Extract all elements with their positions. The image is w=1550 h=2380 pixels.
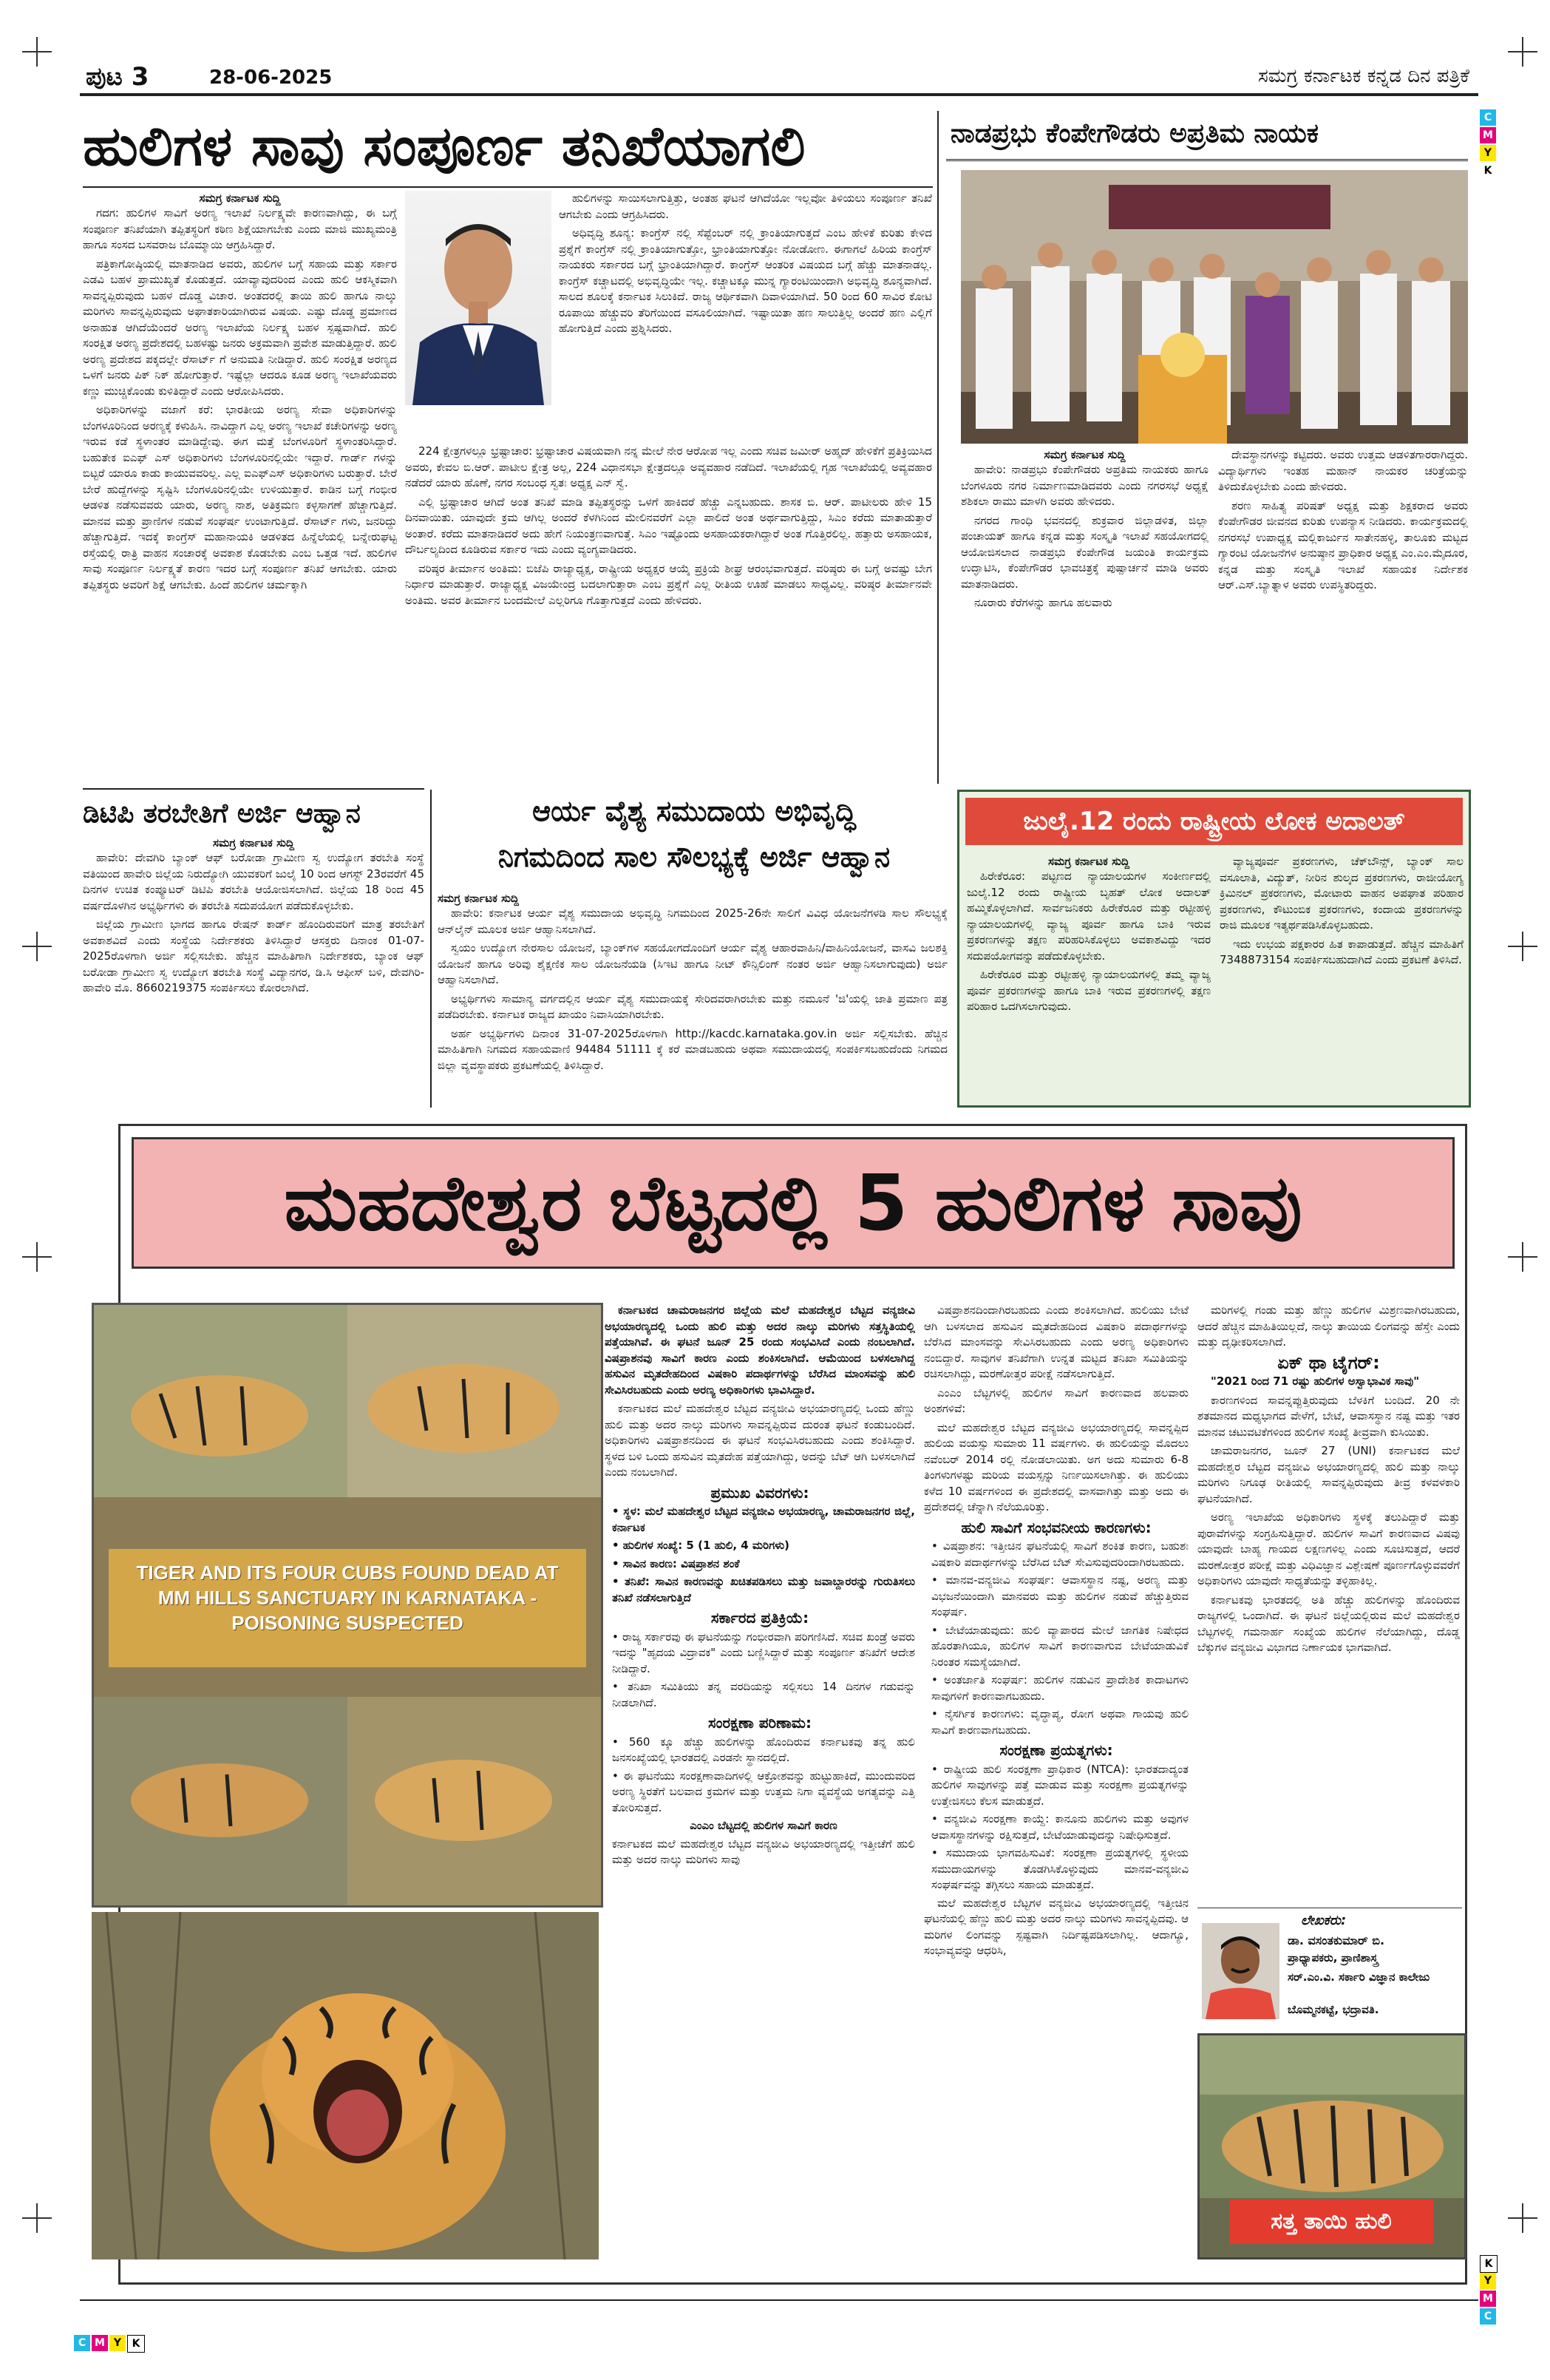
cmyk-m2: M	[1480, 2291, 1496, 2307]
story5-p4: ಅರ್ಹ ಅಭ್ಯರ್ಥಿಗಳು ದಿನಾಂಕ 31-07-2025ರೊಳಗಾಗಿ http://kacdc.karnataka.gov.in ಅರ್ಜಿ ಸಲ್ಲಿಸಬೇಕು. ಹೆಚ್ಚಿನ ಮಾಹಿತಿಗಾಗಿ ನಿಗಮದ ಸಹಾಯವಾಣಿ 94484 51111 ಕ್ಕೆ ಕರೆ ಮಾಡಬಹುದು ಅಥವಾ ಸಮುದಾಯದಲ್ಲಿ ಸಂಪರ್ಕಿಸಬಹುದೆಂದು ನಿಗಮದ ಜಿಲ್ಲಾ ವ್ಯವಸ್ಥಾಪಕರು ಪ್ರಕಟಣೆಯಲ್ಲಿ ತಿಳಿಸಿದ್ದಾರೆ.	[438, 1026, 948, 1072]
dead-mother-tiger-photo	[1197, 2033, 1466, 2259]
story4-headline: ಡಿಟಿಪಿ ತರಬೇತಿಗೆ ಅರ್ಜಿ ಆಹ್ವಾನ	[83, 799, 361, 829]
cons-point-4: ಕರ್ನಾಟಕದ ಮಲೆ ಮಹದೇಶ್ವರ ಬೆಟ್ಟದ ವನ್ಯಜೀವಿ ಅಭಯಾರಣ್ಯದಲ್ಲಿ ಇತ್ತೀಚೆಗೆ ಹುಲಿ ಮತ್ತು ಅದರ ನಾಲ್ಕು ಮರಿಗಳು ಸಾವು	[612, 1837, 915, 1866]
story2-col1	[961, 447, 1209, 784]
story4-p1: ಹಾವೇರಿ: ದೇವಗಿರಿ ಬ್ಯಾಂಕ್ ಆಫ್ ಬರೋಡಾ ಗ್ರಾಮೀಣ ಸ್ವ ಉದ್ಯೋಗ ತರಬೇತಿ ಸಂಸ್ಥೆ ವತಿಯಿಂದ ಹಾವೇರಿ ಜಿಲ್ಲೆಯ ನಿರುದ್ಯೋಗಿ ಯುವಕರಿಗೆ ಜುಲೈ 10 ರಿಂದ ಆಗಸ್ಟ್ 23ರವರೆಗೆ 45 ದಿನಗಳ ಉಚಿತ ಕಂಪ್ಯೂಟರ್ ಡಿಟಿಪಿ ತರಬೇತಿ ಆಯೋಜಿಸಲಾಗಿದೆ. ಜಿಲ್ಲೆಯ 18 ರಿಂದ 45 ವರ್ಷದೊಳಗಿನ ಅಭ್ಯರ್ಥಿಗಳು ಈ ತರಬೇತಿ ಸದುಪಯೋಗ ಪಡೆದುಕೊಳ್ಳಬೇಕು.	[83, 851, 424, 912]
cmyk-m: M	[1480, 127, 1496, 143]
roaring-tiger-photo	[92, 1912, 599, 2259]
dead-tigers-collage-photo	[92, 1303, 603, 1908]
story5-headline	[436, 788, 952, 886]
story3-col1-p2: ಹಿರೇಕೆರೂರ ಮತ್ತು ರಟ್ಟೀಹಳ್ಳಿ ನ್ಯಾಯಾಲಯಗಳಲ್ಲಿ ತಮ್ಮ ವ್ಯಾಜ್ಯ ಪೂರ್ವ ಪ್ರಕರಣಗಳನ್ನು ಹಾಗೂ ಬಾಕಿ ಇರುವ ಪ್ರಕರಣಗಳಲ್ಲಿ ತಕ್ಷಣ ಪರಿಹಾರ ಒದಗಿಸಲಾಗುವುದು.	[967, 968, 1211, 1013]
registration-mark-top-left	[22, 37, 52, 67]
story3-col1	[967, 854, 1211, 1102]
story2-byline: ಸಮಗ್ರ ಕರ್ನಾಟಕ ಸುದ್ದಿ	[1044, 448, 1126, 461]
col4-p6: ಕರ್ನಾಟಕವು ಭಾರತದಲ್ಲಿ ಅತಿ ಹೆಚ್ಚು ಹುಲಿಗಳನ್ನು ಹೊಂದಿರುವ ರಾಜ್ಯಗಳಲ್ಲಿ ಒಂದಾಗಿದೆ. ಈ ಘಟನೆ ಜಿಲ್ಲೆಯಲ್ಲಿರುವ ಮಲೆ ಮಹದೇಶ್ವರ ಬೆಟ್ಟಗಳಲ್ಲಿ ಗಮನಾರ್ಹ ಸಂಖ್ಯೆಯ ಹುಲಿಗಳ ನೆಲೆಯಾಗಿದ್ದು, ದೊಡ್ಡ ಬೆಕ್ಕುಗಳ ವನ್ಯಜೀವಿ ವಿಭಾಗದ ನಿರ್ಣಾಯಕ ಭಾಗವಾಗಿದೆ.	[1197, 1593, 1460, 1654]
col3-cause-4: • ಅಂತರ್ಜಾತಿ ಸಂಘರ್ಷ: ಹುಲಿಗಳ ನಡುವಿನ ಪ್ರಾದೇಶಿಕ ಕಾದಾಟಗಳು ಸಾವುಗಳಿಗೆ ಕಾರಣವಾಗಬಹುದು.	[931, 1673, 1189, 1703]
feature-intro: ಕರ್ನಾಟಕದ ಚಾಮರಾಜನಗರ ಜಿಲ್ಲೆಯ ಮಲೆ ಮಹದೇಶ್ವರ ಬೆಟ್ಟದ ವನ್ಯಜೀವಿ ಅಭಯಾರಣ್ಯದಲ್ಲಿ ಒಂದು ಹುಲಿ ಮತ್ತು ಅದರ ನಾಲ್ಕು ಮರಿಗಳು ಸತ್ತಸ್ಥಿತಿಯಲ್ಲಿ ಪತ್ತೆಯಾಗಿವೆ. ಈ ಘಟನೆ ಜೂನ್ 25 ರಂದು ಸಂಭವಿಸಿದೆ ಎಂದು ನಂಬಲಾಗಿದೆ. ವಿಷಪ್ರಾಶನವು ಸಾವಿಗೆ ಕಾರಣ ಎಂದು ಶಂಕಿಸಲಾಗಿದೆ. ಆಮೆಯಿಂದ ಬಳಸಲಾಗಿದ್ದ ಹಸುವಿನ ಮೃತದೇಹದಿಂದ ವಿಷಕಾರಿ ಪದಾರ್ಥಗಳನ್ನು ಬೆರೆಸಿದ ಮಾಂಸವನ್ನು ಹುಲಿ ಸೇವಿಸಿರಬಹುದು ಎಂದು ಅರಣ್ಯ ಅಧಿಕಾರಿಗಳು ಭಾವಿಸಿದ್ದಾರೆ.	[605, 1303, 915, 1397]
story5-p3: ಅಭ್ಯರ್ಥಿಗಳು ಸಾಮಾನ್ಯ ವರ್ಗದಲ್ಲಿನ ಆರ್ಯ ವೈಶ್ಯ ಸಮುದಾಯಕ್ಕೆ ಸೇರಿದವರಾಗಿರಬೇಕು ಮತ್ತು ನಮೂನೆ 'ಜಿ'ಯಲ್ಲಿ ಜಾತಿ ಪ್ರಮಾಣ ಪತ್ರ ಪಡೆದಿರಬೇಕು. ಕರ್ನಾಟಕ ರಾಜ್ಯದ ಖಾಯಂ ನಿವಾಸಿಯಾಗಿರಬೇಕು.	[438, 991, 948, 1021]
story1-col1-p3: ಅಧಿಕಾರಿಗಳನ್ನು ವಜಾಗೆ ಕರೆ: ಭಾರತೀಯ ಅರಣ್ಯ ಸೇವಾ ಅಧಿಕಾರಿಗಳನ್ನು ಬೆಂಗಳೂರಿನಿಂದ ಅರಣ್ಯಕ್ಕೆ ಕಳುಹಿಸಿ. ನಾವಿದ್ದಾಗ ಎಲ್ಲ ಅರಣ್ಯ ಇಲಾಖೆ ಕಚೇರಿಗಳನ್ನು ಅರಣ್ಯ ಇರುವ ಕಡೆ ಸ್ಥಳಾಂತರ ಮಾಡಿದ್ದೇವು. ಈಗ ಮತ್ತೆ ಬೆಂಗಳೂರಿಗೆ ಸ್ಥಳಾಂತರಿಸಿದ್ದಾರೆ. ಬಹುತೇಕ ಐಎಫ್ ಎಸ್ ಅಧಿಕಾರಿಗಳು ಬೆಂಗಳೂರಿನಲ್ಲಿಯೇ ಇದ್ದಾರೆ. ಗಾರ್ಡ್ ಗಳನ್ನು ಬಿಟ್ಟರೆ ಯಾರೂ ಕಾಡು ಕಾಯುವವರಿಲ್ಲ. ಎಲ್ಲ ಐಎಫ್ಎಸ್ ಅಧಿಕಾರಿಗಳು ಬರುತ್ತಾರೆ. ಬೇರೆ ಬೇರೆ ಹುದ್ದೆಗಳನ್ನು ಸೃಷ್ಟಿಸಿ ಬೆಂಗಳೂರಿನಲ್ಲಿಯೇ ಉಳಿಯುತ್ತಾರೆ. ಕಾಡಿನ ಬಗ್ಗೆ ಗಂಭೀರ ಆಡಳಿತ ನಡೆಸುವವರು ಯಾರು, ಅರಣ್ಯ ನಾಶ, ಅತಿಕ್ರಮಣ ಕಳ್ಳಸಾಗಣೆ ಹೆಚ್ಚಾಗುತ್ತಿದೆ. ಮಾನವ ಮತ್ತು ಪ್ರಾಣಿಗಳ ನಡುವೆ ಸಂಘರ್ಷ ಉಂಟಾಗುತ್ತಿದೆ. ರೆಸಾರ್ಟ್ ಗಳು, ಜನರಿದ್ದು ಹೆಚ್ಚಾಗುತ್ತಿದೆ. ಇದಕ್ಕೆ ಕಾಂಗ್ರೆಸ್ ಮಹಾನಾಯಕಿ ಆಡಳಿತದ ಹಿನ್ನೆಲೆಯಲ್ಲಿ ಬನ್ನೇರುಘಟ್ಟ ರಸ್ತೆಯಲ್ಲಿ ರಾತ್ರಿ ವಾಹನ ಸಂಚಾರಕ್ಕೆ ಅವಕಾಶ ಕೊಡಬೇಕು ಎಂಬ ಒತ್ತಡ ಇದೆ. ಹುಲಿಗಳ ಸಾವು ಸಂಪೂರ್ಣ ನಿರ್ಲಕ್ಷ್ಯತೆ ಕಾರಣ ಇದರ ಬಗ್ಗೆ ಸಂಪೂರ್ಣ ತನಿಖೆ ಆಗಬೇಕು. ಯಾರು ತಪ್ಪಿತಸ್ಥರು ಅವರಿಗೆ ಶಿಕ್ಷೆ ಆಗಬೇಕು. ಹಿಂದೆ ಹುಲಿಗಳ ಚರ್ಮಕ್ಕಾಗಿ	[83, 403, 397, 591]
story1-headline: ಹುಲಿಗಳ ಸಾವು ಸಂಪೂರ್ಣ ತನಿಖೆಯಾಗಲಿ	[83, 115, 806, 178]
cmyk-c3: C	[74, 2335, 90, 2351]
key-point-3: • ಸಾವಿನ ಕಾರಣ: ವಿಷಪ್ರಾಶನ ಶಂಕೆ	[612, 1556, 740, 1570]
story5-p2: ಸ್ವಯಂ ಉದ್ಯೋಗ ನೇರಸಾಲ ಯೋಜನೆ, ಬ್ಯಾಂಕ್‌ಗಳ ಸಹಯೋಗದೊಂದಿಗೆ ಆರ್ಯ ವೈಶ್ಯ ಆಹಾರವಾಹಿನಿ/ವಾಹಿನಿಯೋಜನೆ, ವಾಸವಿ ಜಲಶಕ್ತಿ ಯೋಜನೆ ಹಾಗೂ ಅರಿವು ಶೈಕ್ಷಣಿಕ ಸಾಲ ಯೋಜನೆಯಡಿ (ಸಿಇಟಿ ಹಾಗೂ ನೀಟ್ ಕೌನ್ಸಿಲಿಂಗ್ ನಂತರ ಅರ್ಜಿ ಆಹ್ವಾನಿಸಲಾಗುವುದು) ಅರ್ಜಿ ಆಹ್ವಾನಿಸಲಾಗಿದೆ.	[438, 941, 948, 986]
key-details-title: ಪ್ರಮುಖ ವಿವರಗಳು:	[710, 1483, 809, 1502]
col3-cause-1: • ವಿಷಪ್ರಾಶನ: ಇತ್ತೀಚಿನ ಘಟನೆಯಲ್ಲಿ ಸಾವಿಗೆ ಶಂಕಿತ ಕಾರಣ, ಬಹುಶಃ ವಿಷಕಾರಿ ಪದಾರ್ಥಗಳನ್ನು ಬೆರೆಸಿದ ಬೆಟ್ ಸೇವಿಸುವುದರಿಂದಾಗಿರಬಹುದು.	[931, 1539, 1189, 1569]
key-point-2: • ಹುಲಿಗಳ ಸಂಖ್ಯೆ: 5 (1 ಹುಲಿ, 4 ಮರಿಗಳು)	[612, 1539, 789, 1552]
story2-col2	[1218, 447, 1468, 784]
cmyk-c: C	[1480, 109, 1496, 126]
story1-full-p2: ಎಲ್ಲಿ ಭ್ರಷ್ಟಾಚಾರ ಆಗಿದೆ ಅಂತ ತನಿಖೆ ಮಾಡಿ ತಪ್ಪಿತಸ್ಥರನ್ನು ಒಳಗೆ ಹಾಕಿದರೆ ಹೆಚ್ಚು ಎನ್ನಬಹುದು. ಶಾಸಕ ಬಿ. ಆರ್. ಪಾಟೀಲರು ಹೇಳಿ 15 ದಿನವಾಯಿತು. ಯಾವುದೇ ಕ್ರಮ ಆಗಿಲ್ಲ ಅಂದರೆ ಕೆಳಗಿನಿಂದ ಮೇಲಿನವರೆಗೆ ಎಲ್ಲಾ ಪಾಲಿದೆ ಅಂತ ಅರ್ಥವಾಗುತ್ತಿದ್ದು, ಸಿಎಂ ಕರೆದು ಮಾತಾಡುತ್ತಾರೆ ಅಂತಾರೆ. ಕರೆದು ಮಾತನಾಡಿದರೆ ಅದು ಹೇಗೆ ನಿಯಂತ್ರಣವಾಗುತ್ತೆ. ಸಿಎಂ ಇಷ್ಟೊಂದು ಅಸಹಾಯಕರಾಗಿದ್ದಾರೆ ಅಂತ ಗೊತ್ತಿರಲಿಲ್ಲ. ಹತ್ತಾರು ಅಸಹಾಯಕ, ದೌರ್ಬಲ್ಯದಿಂದ ಕೂಡಿರುವ ಸರ್ಕಾರ ಇದು ಎಂದು ವ್ಯಂಗ್ಯವಾಡಿದರು.	[405, 495, 932, 556]
story1-col2	[559, 191, 932, 442]
conservation-impact-title: ಸಂರಕ್ಷಣಾ ಪರಿಣಾಮ:	[708, 1714, 812, 1732]
story3-box	[957, 790, 1471, 1108]
story1-col1-p2: ಪತ್ರಿಕಾಗೋಷ್ಠಿಯಲ್ಲಿ ಮಾತನಾಡಿದ ಅವರು, ಹುಲಿಗಳ ಬಗ್ಗೆ ಸಹಾಯ ಮತ್ತು ಸರ್ಕಾರ ಎಡವಿ ಬಹಳ ಪ್ರಾಮುಖ್ಯತೆ ಕೊಡುತ್ತದೆ. ಯಾವ್ಯಾವುದರಿಂದ ಎಂದು ಹುಲಿ ಆಕಸ್ಮಿಕವಾಗಿ ಸಾವನ್ನಪ್ಪಿರುವುದು ಬಹಳ ದೊಡ್ಡ ವಿಚಾರ. ಅಂತದರಲ್ಲಿ ತಾಯಿ ಹುಲಿ ಹಾಗೂ ನಾಲ್ಕು ಮರಿಗಳು ಸಾವನ್ನಪ್ಪಿರುವುದು ಅಘಾತಕಾರಿಯಾಗಿರುವ ವಿಷಯ. ಎಷ್ಟು ದೊಡ್ಡ ಪ್ರಮಾಣದ ಅನಾಹುತ ಆಗಿದೆಯೆಂದರೆ ಅರಣ್ಯ ಇಲಾಖೆಯ ನಿರ್ಲಕ್ಷ್ಯ ಬಹಳ ಸ್ಪಷ್ಟವಾಗಿದೆ. ಹುಲಿ ಸಂರಕ್ಷಿತ ಅರಣ್ಯ ಪ್ರದೇಶದಲ್ಲಿ ಬಹಳಷ್ಟು ಜನರು ಅಕ್ರಮವಾಗಿ ಪ್ರವೇಶ ಮಾಡುತ್ತಿದ್ದಾರೆ. ಹುಲಿ ಅರಣ್ಯ ಪ್ರದೇಶದ ಪಕ್ಕದಲ್ಲೇ ರೆಸಾರ್ಟ್ ಗೆ ಅನುಮತಿ ನೀಡಿದ್ದಾರೆ. ಹುಲಿ ಸಂರಕ್ಷಿತ ಅರಣ್ಯದ ಒಳಗೆ ಜನರು ಪಿಕ್ ನಿಕ್ ಹೋಗುತ್ತಾರೆ. ಇಷ್ಟೆಲ್ಲಾ ಆದರೂ ಕೂಡ ಅರಣ್ಯ ಇಲಾಖೆಯವರು ಕಣ್ಣು ಮುಚ್ಚಿಕೊಂಡು ಕುಳಿತಿದ್ದಾರೆ ಎಂದು ಆರೋಪಿಸಿದರು.	[83, 257, 397, 398]
col3-effort-1: • ರಾಷ್ಟ್ರೀಯ ಹುಲಿ ಸಂರಕ್ಷಣಾ ಪ್ರಾಧಿಕಾರ (NTCA): ಭಾರತದಾದ್ಯಂತ ಹುಲಿಗಳ ಸಾವುಗಳನ್ನು ಪತ್ತೆ ಮಾಡುವ ಮತ್ತು ಸಂರಕ್ಷಣಾ ಪ್ರಯತ್ನಗಳನ್ನು ಉತ್ತೇಜಿಸಲು ಕೆಲಸ ಮಾಡುತ್ತದೆ.	[931, 1762, 1189, 1808]
story1-col2-p1: ಹುಲಿಗಳನ್ನು ಸಾಯಿಸಲಾಗುತ್ತಿತ್ತು, ಅಂತಹ ಘಟನೆ ಆಗಿದೆಯೋ ಇಲ್ಲವೋ ತಿಳಿಯಲು ಸಂಪೂರ್ಣ ತನಿಖೆ ಆಗಬೇಕು ಎಂದು ಆಗ್ರಹಿಸಿದರು.	[559, 191, 932, 221]
story2-col2-p1: ದೇವಸ್ಥಾನಗಳನ್ನು ಕಟ್ಟಿದರು. ಅವರು ಉತ್ತಮ ಆಡಳಿತಗಾರರಾಗಿದ್ದರು. ವಿದ್ಯಾರ್ಥಿಗಳು ಇಂತಹ ಮಹಾನ್ ನಾಯಕರ ಚರಿತ್ರೆಯನ್ನು ತಿಳಿದುಕೊಳ್ಳಬೇಕು ಎಂದು ಹೇಳಿದರು.	[1218, 448, 1468, 493]
key-point-1: • ಸ್ಥಳ: ಮಲೆ ಮಹದೇಶ್ವರ ಬೆಟ್ಟದ ವನ್ಯಜೀವಿ ಅಭಯಾರಣ್ಯ, ಚಾಮರಾಜನಗರ ಜಿಲ್ಲೆ, ಕರ್ನಾಟಕ	[612, 1505, 915, 1534]
collage-sign-text: TIGER AND ITS FOUR CUBS FOUND DEAD AT MM HILLS SANCTUARY IN KARNATAKA - POISONING SUSPECTED	[136, 1562, 559, 1634]
cons-point-1: • 560 ಕ್ಕೂ ಹೆಚ್ಚು ಹುಲಿಗಳನ್ನು ಹೊಂದಿರುವ ಕರ್ನಾಟಕವು ತನ್ನ ಹುಲಿ ಜನಸಂಖ್ಯೆಯಲ್ಲಿ ಭಾರತದಲ್ಲಿ ಎರಡನೇ ಸ್ಥಾನದಲ್ಲಿದೆ.	[612, 1735, 915, 1764]
col3-p3: ಮಲೆ ಮಹದೇಶ್ವರ ಬೆಟ್ಟದ ವನ್ಯಜೀವಿ ಅಭಯಾರಣ್ಯದಲ್ಲಿ ಸಾವನ್ನಪ್ಪಿದ ಹುಲಿಯ ವಯಸ್ಸು ಸುಮಾರು 11 ವರ್ಷಗಳು. ಈ ಹುಲಿಯನ್ನು ಮೊದಲು ನವೆಂಬರ್ 2014 ರಲ್ಲಿ ನೋಡಲಾಯಿತು. ಅಗ ಅದು ಸುಮಾರು 6-8 ತಿಂಗಳುಗಳಷ್ಟು ಮರಿಯ ವಯಸ್ಸನ್ನು ನಿರ್ಣಯಿಸಲಾಗಿತ್ತು. ಈ ಹುಲಿಯು ಕಳೆದ 10 ವರ್ಷಗಳಿಂದ ಈ ಪ್ರದೇಶದಲ್ಲಿ ವಾಸವಾಗಿತ್ತು ಮತ್ತು ಅದು ಈ ಪ್ರದೇಶದಲ್ಲಿ ಚೆನ್ನಾಗಿ ನೆಲೆಯೂರಿತ್ತು.	[924, 1420, 1189, 1513]
feature-intro2: ಕರ್ನಾಟಕದ ಮಲೆ ಮಹದೇಶ್ವರ ಬೆಟ್ಟದ ವನ್ಯಜೀವಿ ಅಭಯಾರಣ್ಯದಲ್ಲಿ ಒಂದು ಹೆಣ್ಣು ಹುಲಿ ಮತ್ತು ಅದರ ನಾಲ್ಕು ಮರಿಗಳು ಸಾವನ್ನಪ್ಪಿರುವ ದುರಂತ ಘಟನೆ ಕಂಡುಬಂದಿದೆ. ಅಧಿಕಾರಿಗಳು ವಿಷಪ್ರಾಶನದಿಂದ ಈ ಘಟನೆ ಸಂಭವಿಸಿರಬಹುದು ಎಂದು ಶಂಕಿಸಿದ್ದಾರೆ. ಸ್ಥಳದ ಬಳಿ ಒಂದು ಹಸುವಿನ ಮೃತದೇಹ ಪತ್ತೆಯಾಗಿದ್ದು, ಅದನ್ನು ಬೆಟ್ ಆಗಿ ಬಳಸಲಾಗಿದೆ ಎಂದು ನಂಬಲಾಗಿದೆ.	[605, 1402, 915, 1479]
story2-headline: ನಾಡಪ್ರಭು ಕೆಂಪೇಗೌಡರು ಅಪ್ರತಿಮ ನಾಯಕ	[951, 118, 1319, 149]
col3-p2: ಎಂಎಂ ಬೆಟ್ಟಗಳಲ್ಲಿ ಹುಲಿಗಳ ಸಾವಿಗೆ ಕಾರಣವಾದ ಹಲವಾರು ಅಂಶಗಳಿವೆ:	[924, 1386, 1189, 1415]
vertical-divider-2	[430, 790, 432, 1108]
col4-p2: "2021 ರಿಂದ 71 ರಷ್ಟು ಹುಲಿಗಳ ಅಸ್ವಾಭಾವಿಕ ಸಾವು"	[1211, 1374, 1420, 1388]
mother-tiger-caption-box	[1229, 2200, 1433, 2244]
cmyk-m3: M	[92, 2335, 108, 2351]
story4-body	[83, 835, 424, 1109]
cmyk-c2: C	[1480, 2308, 1496, 2325]
key-point-4: • ತನಿಖೆ: ಸಾವಿನ ಕಾರಣವನ್ನು ಖಚಿತಪಡಿಸಲು ಮತ್ತು ಜವಾಬ್ದಾರರನ್ನು ಗುರುತಿಸಲು ತನಿಖೆ ನಡೆಸಲಾಗುತ್ತಿದೆ	[612, 1575, 915, 1604]
col3-cause-2: • ಮಾನವ-ವನ್ಯಜೀವಿ ಸಂಘರ್ಷ: ಆವಾಸಸ್ಥಾನ ನಷ್ಟ, ಅರಣ್ಯ ಮತ್ತು ವಿಭಜನೆಯಿಂದಾಗಿ ಮಾನವರು ಮತ್ತು ಹುಲಿಗಳ ನಡುವೆ ಹೆಚ್ಚುತ್ತಿರುವ ಸಂಘರ್ಷ.	[931, 1573, 1189, 1618]
story4-top-rule	[83, 788, 424, 790]
cmyk-y2: Y	[1480, 2273, 1496, 2289]
portrait-svg	[405, 191, 551, 405]
author-photo	[1202, 1923, 1279, 2019]
feature-col4	[1197, 1303, 1460, 1909]
story3-headline: ಜುಲೈ.12 ರಂದು ರಾಷ್ಟ್ರೀಯ ಲೋಕ ಅದಾಲತ್	[1023, 807, 1405, 836]
gov-point-1: • ರಾಜ್ಯ ಸರ್ಕಾರವು ಈ ಘಟನೆಯನ್ನು ಗಂಭೀರವಾಗಿ ಪರಿಗಣಿಸಿದೆ. ಸಚಿವ ಖಂಡ್ರೆ ಅವರು ಇದನ್ನು "ಹೃದಯ ವಿದ್ರಾವಕ" ಎಂದು ಬಣ್ಣಿಸಿದ್ದಾರೆ ಮತ್ತು ಸಂಪೂರ್ಣ ತನಿಖೆಗೆ ಆದೇಶ ನೀಡಿದ್ದಾರೆ.	[612, 1630, 915, 1675]
col4-p4: ಚಾಮರಾಜನಗರ, ಜೂನ್ 27 (UNI) ಕರ್ನಾಟಕದ ಮಲೆ ಮಹದೇಶ್ವರ ಬೆಟ್ಟದ ವನ್ಯಜೀವಿ ಅಭಯಾರಣ್ಯದಲ್ಲಿ ಹುಲಿ ಮತ್ತು ನಾಲ್ಕು ಮರಿಗಳು ನಿಗೂಢ ರೀತಿಯಲ್ಲಿ ಸಾವನ್ನಪ್ಪಿರುವುದು ತೀವ್ರ ಕಳವಳಕಾರಿ ಘಟನೆಯಾಗಿದೆ.	[1197, 1444, 1460, 1505]
gov-point-2: • ತನಿಖಾ ಸಮಿತಿಯು ತನ್ನ ವರದಿಯನ್ನು ಸಲ್ಲಿಸಲು 14 ದಿನಗಳ ಗಡುವನ್ನು ನೀಡಲಾಗಿದೆ.	[612, 1680, 915, 1709]
story4-byline: ಸಮಗ್ರ ಕರ್ನಾಟಕ ಸುದ್ದಿ	[213, 836, 294, 850]
author-label: ಲೇಖಕರು:	[1301, 1913, 1347, 1928]
cmyk-k2: K	[1480, 2255, 1498, 2273]
story1-fullwidth	[405, 444, 932, 784]
story3-col2-p1: ವ್ಯಾಜ್ಯಪೂರ್ವ ಪ್ರಕರಣಗಳು, ಚೆಕ್‌ಬೌನ್ಸ್, ಬ್ಯಾಂಕ್ ಸಾಲ ವಸೂಲಾತಿ, ವಿದ್ಯುತ್, ನೀರಿನ ಶುಲ್ಕದ ಪ್ರಕರಣಗಳು, ರಾಜೀಯೋಗ್ಯ ಕ್ರಿಮಿನಲ್ ಪ್ರಕರಣಗಳು, ಮೋಟಾರು ವಾಹನ ಅಪಘಾತ ಪರಿಹಾರ ಪ್ರಕರಣಗಳು, ಕೌಟುಂಬಿಕ ಪ್ರಕರಣಗಳು, ಕಂದಾಯ ಪ್ರಕರಣಗಳನ್ನು ರಾಜಿ ಮೂಲಕ ಇತ್ಯರ್ಥಪಡಿಸಿಕೊಳ್ಳಬಹುದು.	[1220, 855, 1464, 932]
roaring-tiger-svg	[92, 1912, 599, 2259]
cmyk-k3: K	[127, 2335, 145, 2353]
story1-full-p1: 224 ಕ್ಷೇತ್ರಗಳಲ್ಲೂ ಭ್ರಷ್ಟಾಚಾರ: ಭ್ರಷ್ಟಾಚಾರ ವಿಷಯವಾಗಿ ನನ್ನ ಮೇಲೆ ನೇರ ಆರೋಪ ಇಲ್ಲ ಎಂದು ಸಚಿವ ಜಮೀರ್ ಅಹ್ಮದ್ ಹೇಳಿಕೆಗೆ ಪ್ರತಿಕ್ರಿಯಿಸಿದ ಅವರು, ಕೇವಲ ಬಿ.ಆರ್. ಪಾಟೀಲ ಕ್ಷೇತ್ರ ಅಲ್ಲ, 224 ವಿಧಾನಸಭಾ ಕ್ಷೇತ್ರದಲ್ಲೂ ಅವ್ಯವಹಾರ ನಡೆದಿದೆ. ಇಲಾಖೆಯಲ್ಲಿ ಗೃಹ ಇಲಾಖೆಯಲ್ಲಿ ಅವ್ಯವಹಾರ ನಡೆದರೆ ಯಾರು ಹೊಣೆ, ನಗರ ಸಂಬಂಧ ಸ್ವತಃ ಅಧ್ಯಕ್ಷ ಎನ್ ಸ್ವೆ.	[405, 444, 932, 489]
mother-tiger-caption: ಸತ್ತ ತಾಯಿ ಹುಲಿ	[1271, 2208, 1392, 2234]
story2-headline-box	[946, 109, 1468, 161]
registration-mark-left	[22, 932, 52, 961]
story3-col2	[1220, 854, 1464, 1102]
col3-cause-3: • ಬೇಟೆಯಾಡುವುದು: ಹುಲಿ ವ್ಯಾಪಾರದ ಮೇಲೆ ಜಾಗತಿಕ ನಿಷೇಧದ ಹೊರತಾಗಿಯೂ, ಹುಲಿಗಳ ಸಾವಿಗೆ ಕಾರಣವಾಗುವ ಬೇಟೆಯಾಡುವಿಕೆ ನಿರಂತರ ಸಮಸ್ಯೆಯಾಗಿದೆ.	[931, 1623, 1189, 1669]
author-college: ಸರ್.ಎಂ.ವಿ. ಸರ್ಕಾರಿ ವಿಜ್ಞಾನ ಕಾಲೇಜು	[1288, 1970, 1430, 1984]
story4-p2: ಜಿಲ್ಲೆಯ ಗ್ರಾಮೀಣ ಭಾಗದ ಹಾಗೂ ರೇಷನ್ ಕಾರ್ಡ್ ಹೊಂದಿರುವರಿಗೆ ಮಾತ್ರ ತರಬೇತಿಗೆ ಅವಕಾಶವಿದೆ ಎಂದು ಸಂಸ್ಥೆಯ ನಿರ್ದೇಶಕರು ತಿಳಿಸಿದ್ದಾರೆ ಆಸಕ್ತರು ದಿನಾಂಕ 01-07-2025ರೊಳಗಾಗಿ ಅರ್ಜಿ ಸಲ್ಲಿಸಬೇಕು. ಹೆಚ್ಚಿನ ಮಾಹಿತಿಗಾಗಿ ನಿರ್ದೇಶಕರು, ಬ್ಯಾಂಕ ಆಫ್ ಬರೋಡಾ ಗ್ರಾಮೀಣ ಸ್ವ ಉದ್ಯೋಗ ತರಬೇತಿ ಸಂಸ್ಥೆ ವಿದ್ಯಾನಗರ, ಡಿ.ಸಿ ಆಫೀಸ್ ಬಳಿ, ದೇವಗಿರಿ- ಹಾವೇರಿ ಮೊ. 8660219375 ಸಂಪರ್ಕಿಸಲು ಕೋರಲಾಗಿದೆ.	[83, 918, 424, 994]
cmyk-y3: Y	[109, 2335, 126, 2351]
kempegowda-event-photo	[961, 170, 1468, 444]
story5-headline-line1: ಆರ್ಯ ವೈಶ್ಯ ಸಮುದಾಯ ಅಭಿವೃದ್ಧಿ	[532, 795, 856, 827]
registration-mark-left2	[22, 1242, 52, 1272]
story3-col2-p2: ಇದು ಉಭಯ ಪಕ್ಷಕಾರರ ಹಿತ ಕಾಪಾಡುತ್ತದೆ. ಹೆಚ್ಚಿನ ಮಾಹಿತಿಗೆ 7348873154 ಸಂಪರ್ಕಿಸಬಹುದಾಗಿದೆ ಎಂದು ಪ್ರಕಟಣೆ ತಿಳಿಸಿದೆ.	[1220, 937, 1464, 966]
feature-col3	[924, 1303, 1189, 2260]
col4-p3: ಕಾರಣಗಳಿಂದ ಸಾವನ್ನಪ್ಪುತ್ತಿರುವುದು ಬೆಳಕಿಗೆ ಬಂದಿದೆ. 20 ನೇ ಶತಮಾನದ ಮಧ್ಯಭಾಗದ ವೇಳೆಗೆ, ಬೇಟೆ, ಆವಾಸಸ್ಥಾನ ನಷ್ಟ ಮತ್ತು ಇತರ ಮಾನವ ಚಟುವಟಿಕೆಗಳಿಂದ ಹುಲಿಗಳ ಸಂಖ್ಯೆ ತೀವ್ರವಾಗಿ ಕುಸಿಯಿತು.	[1197, 1393, 1460, 1439]
vertical-divider-1	[937, 111, 939, 784]
col4-p5: ಅರಣ್ಯ ಇಲಾಖೆಯ ಅಧಿಕಾರಿಗಳು ಸ್ಥಳಕ್ಕೆ ತಲುಪಿದ್ದಾರೆ ಮತ್ತು ಪುರಾವೆಗಳನ್ನು ಸಂಗ್ರಹಿಸುತ್ತಿದ್ದಾರೆ. ಹುಲಿಗಳ ಸಾವಿಗೆ ಕಾರಣವಾದ ವಿಷವು ಯಾವುದೇ ಬಾಹ್ಯ ಗಾಯದ ಲಕ್ಷಣಗಳಿಲ್ಲ ಎಂದು ಸೂಚಿಸುತ್ತದೆ, ಆದರೆ ಮರಣೋತ್ತರ ಪರೀಕ್ಷೆ ಮತ್ತು ವಿಧಿವಿಜ್ಞಾನ ವಿಶ್ಲೇಷಣೆ ಪೂರ್ಣಗೊಳ್ಳುವವರೆಗೆ ಅಧಿಕಾರಿಗಳು ಯಾವುದೇ ಸಾಧ್ಯತೆಯನ್ನು ತಳ್ಳಿಹಾಕಿಲ್ಲ.	[1197, 1511, 1460, 1587]
col3-effort-2: • ವನ್ಯಜೀವಿ ಸಂರಕ್ಷಣಾ ಕಾಯ್ದೆ: ಕಾನೂನು ಹುಲಿಗಳು ಮತ್ತು ಅವುಗಳ ಆವಾಸಸ್ಥಾನಗಳನ್ನು ರಕ್ಷಿಸುತ್ತದೆ, ಬೇಟೆಯಾಡುವುದನ್ನು ನಿಷೇಧಿಸುತ್ತದೆ.	[931, 1812, 1189, 1842]
registration-mark-top-right	[1508, 37, 1537, 67]
story5-headline-line2: ನಿಗಮದಿಂದ ಸಾಲ ಸೌಲಭ್ಯಕ್ಕೆ ಅರ್ಜಿ ಆಹ್ವಾನ	[497, 841, 891, 873]
story5-p1: ಹಾವೇರಿ: ಕರ್ನಾಟಕ ಆರ್ಯ ವೈಶ್ಯ ಸಮುದಾಯ ಅಭಿವೃದ್ಧಿ ನಿಗಮದಿಂದ 2025-26ನೇ ಸಾಲಿಗೆ ವಿವಿಧ ಯೋಜನೆಗಳಡಿ ಸಾಲ ಸೌಲಭ್ಯಕ್ಕೆ ಆನ್‌ಲೈನ್ ಮೂಲಕ ಅರ್ಜಿ ಆಹ್ವಾನಿಸಲಾಗಿದೆ.	[438, 906, 948, 936]
cmyk-k: K	[1480, 163, 1496, 179]
col3-p4: ಮಲೆ ಮಹದೇಶ್ವರ ಬೆಟ್ಟಗಳ ವನ್ಯಜೀವಿ ಅಭಯಾರಣ್ಯದಲ್ಲಿ ಇತ್ತೀಚಿನ ಘಟನೆಯಲ್ಲಿ ಹೆಣ್ಣು ಹುಲಿ ಮತ್ತು ಅದರ ನಾಲ್ಕು ಮರಿಗಳು ಸಾವನ್ನಪ್ಪಿದವು. ಆ ಮರಿಗಳ ಲಿಂಗವನ್ನು ಸ್ಪಷ್ಟವಾಗಿ ನಿರ್ದಿಷ್ಟಪಡಿಸಲಾಗಿಲ್ಲ. ಆದಾಗ್ಯೂ, ಸಂಭಾವ್ಯವನ್ನು ಆಧರಿಸಿ,	[924, 1896, 1189, 1957]
cons-point-3: ಎಂಎಂ ಬೆಟ್ಟದಲ್ಲಿ ಹುಲಿಗಳ ಸಾವಿಗೆ ಕಾರಣ	[690, 1819, 837, 1832]
story1-full-p3: ವರಿಷ್ಠರ ತೀರ್ಮಾನ ಅಂತಿಮ: ಬಿಜೆಪಿ ರಾಜ್ಯಾಧ್ಯಕ್ಷ, ರಾಷ್ಟ್ರೀಯ ಅಧ್ಯಕ್ಷರ ಆಯ್ಕೆ ಪ್ರಕ್ರಿಯೆ ಶೀಘ್ರ ಆರಂಭವಾಗುತ್ತದೆ. ವರಿಷ್ಠರು ಈ ಬಗ್ಗೆ ಅವಷ್ಟು ಬೇಗ ನಿರ್ಧಾರ ಮಾಡುತ್ತಾರೆ. ರಾಜ್ಯಾಧ್ಯಕ್ಷ ವಿಜಯೇಂದ್ರ ಬದಲಾಗುತ್ತಾರಾ ಎಂಬ ಪ್ರಶ್ನೆಗೆ ಎಲ್ಲ ರೀತಿಯ ಊಹೆ ಮಾಡಲು ಸಾಧ್ಯವಿಲ್ಲ. ವರಿಷ್ಠರ ತೀರ್ಮಾನವೇ ಅಂತಿಮ. ಅವರ ತೀರ್ಮಾನ ಬಂದಮೇಲೆ ಎಲ್ಲರಿಗೂ ಗೊತ್ತಾಗುತ್ತದೆ ಎಂದು ಹೇಳಿದರು.	[405, 561, 932, 607]
registration-mark-bottom-right	[1508, 2203, 1537, 2233]
col3-cause-5: • ನೈಸರ್ಗಿಕ ಕಾರಣಗಳು: ವೃದ್ಧಾಪ್ಯ, ರೋಗ ಅಥವಾ ಗಾಯವು ಹುಲಿ ಸಾವಿಗೆ ಕಾರಣವಾಗಬಹುದು.	[931, 1707, 1189, 1737]
paper-name: ಸಮಗ್ರ ಕರ್ನಾಟಕ ಕನ್ನಡ ದಿನ ಪತ್ರಿಕೆ	[1258, 65, 1469, 87]
story5-body	[438, 891, 948, 1109]
author-place: ಬೊಮ್ಮನಕಟ್ಟೆ, ಭದ್ರಾವತಿ.	[1288, 2003, 1379, 2016]
cons-point-2: • ಈ ಘಟನೆಯು ಸಂರಕ್ಷಣಾವಾದಿಗಳಲ್ಲಿ ಆಕ್ರೋಶವನ್ನು ಹುಟ್ಟುಹಾಕಿದೆ, ಮುಂದುವರಿದ ಅರಣ್ಯ ಸ್ಥಿರತೆಗೆ ಬಲವಾದ ಕ್ರಮಗಳ ಮತ್ತು ಉತ್ತಮ ನಿಗಾ ವ್ಯವಸ್ಥೆಯ ಅಗತ್ಯವನ್ನು ಎತ್ತಿ ತೋರಿಸುತ್ತದೆ.	[612, 1769, 915, 1814]
story1-col1	[83, 191, 397, 787]
event-photo-svg	[961, 170, 1468, 444]
masthead	[80, 61, 1478, 93]
feature-headline: ಮಹದೇಶ್ವರ ಬೆಟ್ಟದಲ್ಲಿ 5 ಹುಲಿಗಳ ಸಾವು	[284, 1158, 1302, 1248]
bommai-portrait-photo	[405, 191, 551, 405]
col4-p1: ಮರಿಗಳಲ್ಲಿ ಗಂಡು ಮತ್ತು ಹೆಣ್ಣು ಹುಲಿಗಳ ಮಿಶ್ರಣವಾಗಿರಬಹುದು, ಆದರೆ ಹೆಚ್ಚಿನ ಮಾಹಿತಿಯಿಲ್ಲದೆ, ನಾಲ್ಕು ತಾಯಿಯ ಲಿಂಗವನ್ನು ಹೆಸ್ತೇ ಎಂದು ಮತ್ತು ದೃಢೀಕರಿಸಲಾಗಿದೆ.	[1197, 1303, 1460, 1349]
story1-byline: ಸಮಗ್ರ ಕರ್ನಾಟಕ ಸುದ್ದಿ	[199, 191, 281, 205]
footer-rule	[80, 2299, 1478, 2301]
story2-col1-p3: ನೂರಾರು ಕೆರೆಗಳನ್ನು ಹಾಗೂ ಹಲವಾರು	[974, 596, 1112, 609]
col3-effort-3: • ಸಮುದಾಯ ಭಾಗವಹಿಸುವಿಕೆ: ಸಂರಕ್ಷಣಾ ಪ್ರಯತ್ನಗಳಲ್ಲಿ ಸ್ಥಳೀಯ ಸಮುದಾಯಗಳನ್ನು ತೊಡಗಿಸಿಕೊಳ್ಳುವುದು ಮಾನವ-ವನ್ಯಜೀವಿ ಸಂಘರ್ಷವನ್ನು ತಗ್ಗಿಸಲು ಸಹಾಯ ಮಾಡುತ್ತದೆ.	[931, 1846, 1189, 1891]
registration-mark-right2	[1508, 1242, 1537, 1272]
story3-headline-bar	[965, 798, 1463, 845]
story1-head-rule	[83, 186, 933, 188]
masthead-rule	[80, 93, 1478, 96]
story1-col1-p1: ಗದಗ: ಹುಲಿಗಳ ಸಾವಿಗೆ ಅರಣ್ಯ ಇಲಾಖೆ ನಿರ್ಲಕ್ಷ್ಯವೇ ಕಾರಣವಾಗಿದ್ದು, ಈ ಬಗ್ಗೆ ಸಂಪೂರ್ಣ ತನಿಖೆಯಾಗಿ ತಪ್ಪಿತಸ್ಥರಿಗೆ ಕಠಿಣ ಶಿಕ್ಷೆಯಾಗಬೇಕು ಎಂದು ಮಾಜಿ ಮುಖ್ಯಮಂತ್ರಿ ಹಾಗೂ ಸಂಸದ ಬಸವರಾಜ ಬೊಮ್ಮಾಯಿ ಆಗ್ರಹಿಸಿದ್ದಾರೆ.	[83, 206, 397, 251]
story2-col1-p2: ನಗರದ ಗಾಂಧಿ ಭವನದಲ್ಲಿ ಶುಕ್ರವಾರ ಜಿಲ್ಲಾಡಳಿತ, ಜಿಲ್ಲಾ ಪಂಚಾಯತ್ ಹಾಗೂ ಕನ್ನಡ ಮತ್ತು ಸಂಸ್ಕೃತಿ ಇಲಾಖೆ ಸಹಯೋಗದಲ್ಲಿ ಆಯೋಜಿಸಲಾದ ನಾಡಪ್ರಭು ಕೆಂಪೇಗೌಡ ಜಯಂತಿ ಕಾರ್ಯಕ್ರಮ ಉದ್ಘಾಟಿಸಿ, ಕೆಂಪೇಗೌಡರ ಭಾವಚಿತ್ರಕ್ಕೆ ಪುಷ್ಪಾರ್ಚನೆ ಮಾಡಿ ಅವರು ಮಾತನಾಡಿದರು.	[961, 513, 1209, 591]
registration-mark-right	[1508, 932, 1537, 961]
cmyk-y: Y	[1480, 145, 1496, 161]
ek-tha-tiger-title: ಏಕ್ ಥಾ ಟೈಗರ್:	[1277, 1352, 1380, 1373]
gov-response-title: ಸರ್ಕಾರದ ಪ್ರತಿಕ್ರಿಯೆ:	[710, 1609, 809, 1627]
issue-date: 28-06-2025	[209, 67, 333, 89]
story3-col1-p1: ಹಿರೇಕೆರೂರ: ಪಟ್ಟಣದ ನ್ಯಾಯಾಲಯಗಳ ಸಂಕೀರ್ಣದಲ್ಲಿ ಜುಲೈ.12 ರಂದು ರಾಷ್ಟ್ರೀಯ ಬೃಹತ್ ಲೋಕ ಅದಾಲತ್ ಹಮ್ಮಿಕೊಳ್ಳಲಾಗಿದೆ. ಸಾರ್ವಜನಿಕರು ಹಿರೇಕೆರೂರ ಮತ್ತು ರಟ್ಟೀಹಳ್ಳಿ ನ್ಯಾಯಾಲಯಗಳಲ್ಲಿ ವ್ಯಾಜ್ಯ ಪೂರ್ವ ಹಾಗೂ ಬಾಕಿ ಇರುವ ಪ್ರಕರಣಗಳನ್ನು ತಕ್ಷಣ ಪರಿಹರಿಸಿಕೊಳ್ಳಲು ಅವಕಾಶವಿದ್ದು ಇದರ ಸದುಪಯೋಗವನ್ನು ಪಡೆದುಕೊಳ್ಳಬೇಕು.	[967, 869, 1211, 963]
story3-byline: ಸಮಗ್ರ ಕರ್ನಾಟಕ ಸುದ್ದಿ	[1048, 855, 1129, 868]
registration-mark-bottom-left	[22, 2203, 52, 2233]
story1-col2-p2: ಅಧಿವೃದ್ಧಿ ಶೂನ್ಯ: ಕಾಂಗ್ರೆಸ್ ನಲ್ಲಿ ಸೆಪ್ಟೆಂಬರ್ ನಲ್ಲಿ ಕ್ರಾಂತಿಯಾಗುತ್ತದೆ ಎಂಬ ಹೇಳಿಕೆ ಕುರಿತು ಕೇಳಿದ ಪ್ರಶ್ನೆಗೆ ಕಾಂಗ್ರೆಸ್ ನಲ್ಲಿ ಕ್ರಾಂತಿಯಾಗುತ್ತೋ, ಭ್ರಾಂತಿಯಾಗುತ್ತೋ ನೋಡೋಣ. ಈಗಾಗಲೆ ಹಿರಿಯ ಕಾಂಗ್ರೆಸ್ ನಾಯಕರು ಸರ್ಕಾರದ ಬಗ್ಗೆ ಭ್ರಾಂತಿಯಾಗಿದ್ದಾರೆ. ಕಾಂಗ್ರೆಸ್ ಆಂತರಿಕ ವಿಷಯದ ಬಗ್ಗೆ ಹೆಚ್ಚು ಮಾತನಾಡಲ್ಲ. ಕಾಂಗ್ರೆಸ್ ಕಚ್ಚಾಟದಲ್ಲಿ ಅಭಿವೃದ್ಧಿಯೇ ಇಲ್ಲ. ಕಚ್ಚಾಟಕ್ಕೂ ಮುನ್ನ ಗ್ಯಾರಂಟಿಯಿಂದಾಗಿ ಅಭಿವೃದ್ಧಿ ಶೂನ್ಯವಾಗಿದೆ. ಸಾಲದ ಶೂಲಕ್ಕೆ ಕರ್ನಾಟಕ ಸಿಲುಕಿದೆ. ರಾಜ್ಯ ಆರ್ಥಿಕವಾಗಿ ದಿವಾಳಿಯಾಗಿದೆ. 50 ರಿಂದ 60 ಸಾವಿರ ಕೋಟಿ ರೂಪಾಯಿ ಹೆಚ್ಚುವರಿ ತೆರಿಗೆಯಿಂದ ವಸೂಲಿಯಾಗಿದೆ. ಇಷ್ಟಾಯಿತಾ ಹಣ ಸಾಲುತ್ತಿಲ್ಲ ಅಂದರೆ ಹಣ ಎಲ್ಲಿಗೆ ಹೋಗುತ್ತಿದೆ ಎಂದು ಪ್ರಶ್ನಿಸಿದರು.	[559, 226, 932, 335]
story2-col1-p1: ಹಾವೇರಿ: ನಾಡಪ್ರಭು ಕೆಂಪೇಗೌಡರು ಅಪ್ರತಿಮ ನಾಯಕರು ಹಾಗೂ ಬೆಂಗಳೂರು ನಗರ ನಿರ್ಮಾಣಮಾಡಿದವರು ಎಂದು ನಗರಸಭೆ ಅಧ್ಯಕ್ಷೆ ಶಶಿಕಲಾ ರಾಮು ಮಾಳಗಿ ಅವರು ಹೇಳಿದರು.	[961, 463, 1209, 508]
author-name: ಡಾ. ವಸಂತಕುಮಾರ್ ಬಿ.	[1288, 1933, 1385, 1947]
author-photo-svg	[1202, 1923, 1279, 2019]
col3-causes-title: ಹುಲಿ ಸಾವಿಗೆ ಸಂಭವನೀಯ ಕಾರಣಗಳು:	[961, 1518, 1152, 1536]
feature-col2	[605, 1303, 915, 2260]
feature-headline-box	[132, 1137, 1455, 1269]
story5-byline: ಸಮಗ್ರ ಕರ್ನಾಟಕ ಸುದ್ದಿ	[438, 892, 519, 905]
author-box	[1197, 1908, 1462, 2030]
page-number: ಪುಟ 3	[86, 62, 149, 92]
author-designation: ಪ್ರಾಧ್ಯಾಪಕರು, ಪ್ರಾಣಿಶಾಸ್ತ್ರ	[1288, 1951, 1379, 1964]
col3-p1: ವಿಷಪ್ರಾಶನದಿಂದಾಗಿರಬಹುದು ಎಂದು ಶಂಕಿಸಲಾಗಿದೆ. ಹುಲಿಯು ಬೇಟೆ ಆಗಿ ಬಳಸಲಾದ ಹಸುವಿನ ಮೃತದೇಹದಿಂದ ವಿಷಕಾರಿ ಪದಾರ್ಥಗಳನ್ನು ಬೆರೆಸಿದ ಮಾಂಸವನ್ನು ಸೇವಿಸಿರಬಹುದು ಎಂದು ಅರಣ್ಯ ಅಧಿಕಾರಿಗಳು ನಂಬಿದ್ದಾರೆ. ಸಾವುಗಳ ತನಿಖೆಗಾಗಿ ಉನ್ನತ ಮಟ್ಟದ ತನಿಖಾ ಸಮಿತಿಯನ್ನು ರಚಿಸಲಾಗಿದ್ದು, ಮರಣೋತ್ತರ ಪರೀಕ್ಷೆ ನಡೆಸಲಾಗುತ್ತಿದೆ.	[924, 1303, 1189, 1380]
story2-col2-p2: ಶರಣ ಸಾಹಿತ್ಯ ಪರಿಷತ್ ಅಧ್ಯಕ್ಷ ಮತ್ತು ಶಿಕ್ಷಕರಾದ ಅವರು ಕೆಂಪೇಗೌಡರ ಜೀವನದ ಕುರಿತು ಉಪನ್ಯಾಸ ನೀಡಿದರು. ಕಾರ್ಯಕ್ರಮದಲ್ಲಿ ನಗರಸಭೆ ಉಪಾಧ್ಯಕ್ಷ ಮಲ್ಲಿಕಾರ್ಜುನ ಸಾತೇನಹಳ್ಳಿ, ತಾಲೂಕು ಮಟ್ಟದ ಗ್ಯಾರಂಟಿ ಯೋಜನೆಗಳ ಅನುಷ್ಠಾನ ಪ್ರಾಧಿಕಾರ ಅಧ್ಯಕ್ಷ ಎಂ.ಎಂ.ಮೈದೂರ, ಕನ್ನಡ ಮತ್ತು ಸಂಸ್ಕೃತಿ ಇಲಾಖೆ ಸಹಾಯಕ ನಿರ್ದೇಶಕ ಆರ್.ಎಸ್.ಬ್ಯಾತ್ನಾಳ ಅವರು ಉಪಸ್ಥಿತರಿದ್ದರು.	[1218, 498, 1468, 591]
col3-efforts-title: ಸಂರಕ್ಷಣಾ ಪ್ರಯತ್ನಗಳು:	[999, 1741, 1113, 1759]
